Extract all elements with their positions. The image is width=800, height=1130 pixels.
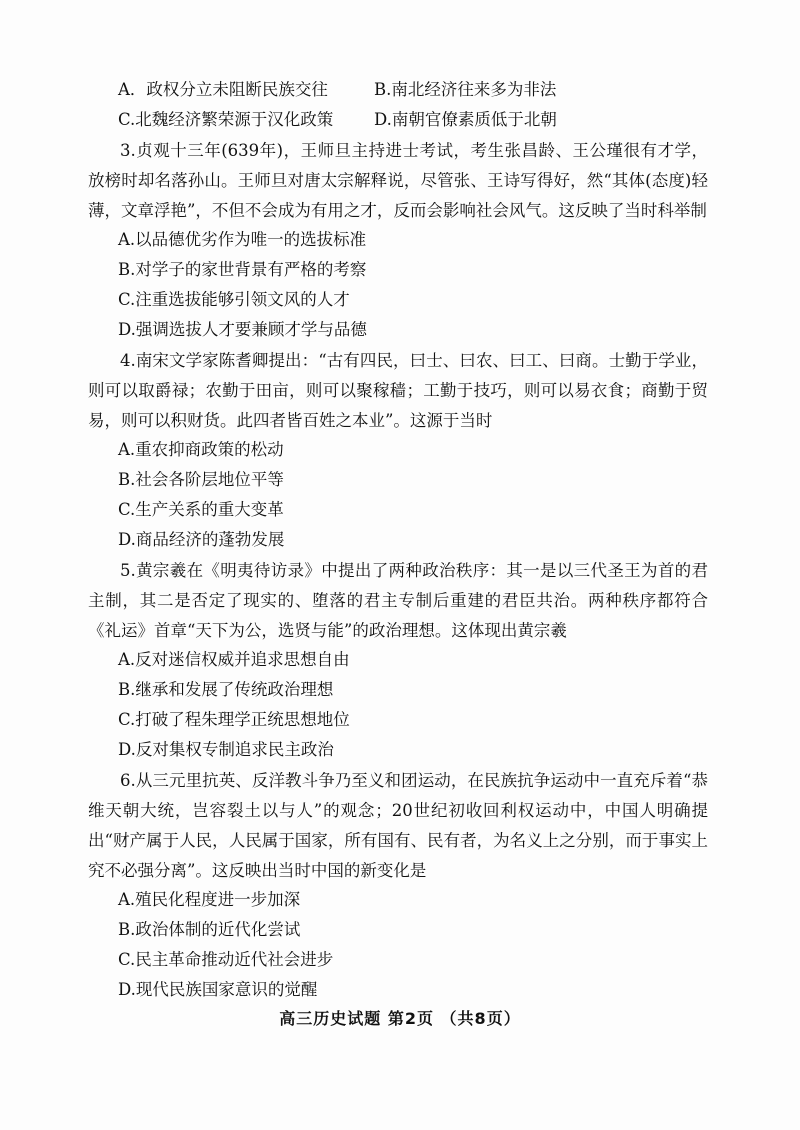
q2-option-d: D.南朝官僚素质低于北朝 — [374, 110, 557, 129]
question-3-option-d: D.强调选拔人才要兼顾才学与品德 — [118, 320, 367, 339]
question-4-stem: 4.南宋文学家陈耆卿提出：“古有四民，曰士、曰农、曰工、曰商。士勤于学业，则可以取爵禄；农勤于田亩，则可以聚稼穑；工勤于技巧，则可以易衣食；商勤于贸易，则可以积财货。此四者皆百姓之本业”。这源于当时 — [88, 351, 708, 430]
question-5-stem: 5.黄宗羲在《明夷待访录》中提出了两种政治秩序：其一是以三代圣王为首的君主制，其二是否定了现实的、堕落的君主专制后重建的君臣共治。两种秩序都符合《礼运》首章“天下为公，选贤与能”的政治理想。这体现出黄宗羲 — [88, 561, 708, 640]
question-6-option-a: A.殖民化程度进一步加深 — [118, 890, 301, 909]
question-3-option-b: B.对学子的家世背景有严格的考察 — [118, 260, 367, 279]
question-4-option-b: B.社会各阶层地位平等 — [118, 470, 284, 489]
question-5-option-b: B.继承和发展了传统政治理想 — [118, 680, 334, 699]
q2-option-c: C.北魏经济繁荣源于汉化政策 — [118, 110, 334, 129]
question-6-option-d: D.现代民族国家意识的觉醒 — [118, 980, 318, 999]
question-3-option-c: C.注重选拔能够引领文风的人才 — [118, 290, 350, 309]
question-5-option-a: A.反对迷信权威并追求思想自由 — [118, 650, 350, 669]
q2-options-row2 — [118, 106, 557, 130]
question-4-option-a: A.重农抑商政策的松动 — [118, 440, 284, 459]
q2-options-row1 — [118, 76, 556, 100]
q2-option-b: B.南北经济往来多为非法 — [374, 80, 557, 99]
page-footer: 高三历史试题 第2页 （共8页） — [279, 1009, 521, 1028]
question-4-option-d: D.商品经济的蓬勃发展 — [118, 530, 285, 549]
question-6-option-b: B.政治体制的近代化尝试 — [118, 920, 301, 939]
question-5-option-d: D.反对集权专制追求民主政治 — [118, 740, 334, 759]
question-3-stem: 3.贞观十三年(639年)，王师旦主持进士考试，考生张昌龄、王公瑾很有才学，放榜时却名落孙山。王师旦对唐太宗解释说，尽管张、王诗写得好，然“其体(态度)轻薄，文章浮艳”，不但不会成为有用之才，反而会影响社会风气。这反映了当时科举制 — [88, 141, 708, 220]
question-5-option-c: C.打破了程朱理学正统思想地位 — [118, 710, 350, 729]
q2-option-a: A．政权分立未阻断民族交往 — [118, 80, 328, 99]
question-3-option-a: A.以品德优劣作为唯一的选拔标准 — [118, 230, 367, 249]
question-6-option-c: C.民主革命推动近代社会进步 — [118, 950, 334, 969]
question-4-option-c: C.生产关系的重大变革 — [118, 500, 284, 519]
question-6-stem: 6.从三元里抗英、反洋教斗争乃至义和团运动，在民族抗争运动中一直充斥着“恭维天朝大统，岂容裂土以与人”的观念；20世纪初收回利权运动中，中国人明确提出“财产属于人民，人民属于国家，所有国有、民有者，为名义上之分别，而于事实上究不必强分离”。这反映出当时中国的新变化是 — [88, 771, 708, 880]
